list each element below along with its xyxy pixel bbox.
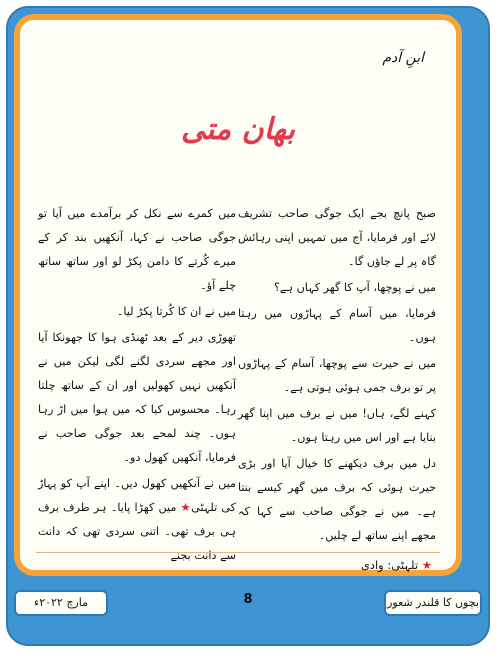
paragraph: میں نے حیرت سے پوچھا، آسام کے پہاڑوں پر تو برف جمی ہوئی ہوتی ہے۔: [238, 357, 436, 394]
footnote-divider: [36, 552, 440, 553]
paragraph-text: میں نے آنکھیں کھول دیں۔ اپنے آپ کو پہاڑ کی تلہٹی: [38, 477, 237, 514]
paragraph: صبح پانچ بجے ایک جوگی صاحب تشریف لائے اور فرمایا، آج میں تمہیں اپنی رہائش گاہ پر لے جاؤں گا۔: [238, 207, 436, 268]
section-label: ابنِ آدم: [382, 50, 424, 66]
paragraph: میں نے ان کا کُرتا پکڑ لیا۔: [116, 305, 236, 318]
article-page: [14, 14, 462, 576]
page-footer: [14, 590, 482, 618]
article-title: بھان متی: [181, 112, 295, 147]
footnote: [361, 558, 432, 572]
right-column: [238, 202, 436, 550]
paragraph: [38, 472, 236, 568]
paragraph: میں نے پوچھا، آپ کا گھر کہاں ہے؟: [273, 281, 436, 294]
footnote-star-icon: ★: [421, 558, 432, 572]
issue-date: مارچ ۲۰۲۲ء: [14, 590, 108, 616]
page-number: 8: [243, 592, 253, 607]
left-column: [38, 202, 236, 570]
paragraph-text: میں کھڑا پایا۔ ہر طرف برف ہی برف تھی۔ اتنی سردی تھی کہ دانت سے دانت بجنے: [38, 501, 236, 562]
footnote-text: تلہٹی: وادی: [360, 558, 419, 572]
paragraph: دل میں برف دیکھنے کا خیال آیا اور بڑی حیرت ہوئی کہ برف میں گھر کیسے بنتا ہے۔ میں نے جوگی صاحب سے کہا کہ مجھے اپنے ساتھ لے چلیں۔: [238, 457, 436, 542]
magazine-name: بچوں کا قلندر شعور: [384, 590, 482, 616]
paragraph: تھوڑی دیر کے بعد ٹھنڈی ہوا کا جھونکا آیا اور مجھے سردی لگنے لگی لیکن میں نے آنکھیں نہیں کھولیں اور ان کے ساتھ چلتا رہا۔ محسوس کیا کہ میں ہوا میں اڑ رہا ہوں۔ چند لمحے بعد جوگی صاحب نے فرمایا، آنکھیں کھول دو۔: [38, 331, 236, 464]
paragraph: میں کمرے سے نکل کر برآمدے میں آیا تو جوگی صاحب نے کہا، آنکھیں بند کر کے میرے کُرتے کا دامن پکڑ لو اور ساتھ ساتھ چلے آؤ۔: [38, 207, 236, 292]
paragraph: کہنے لگے، ہاں! میں نے برف میں اپنا گھر بنایا ہے اور اس میں رہتا ہوں۔: [238, 407, 436, 444]
footnote-star-icon: ★: [179, 501, 192, 514]
paragraph: فرمایا، میں آسام کے پہاڑوں میں رہتا ہوں۔: [238, 307, 436, 344]
